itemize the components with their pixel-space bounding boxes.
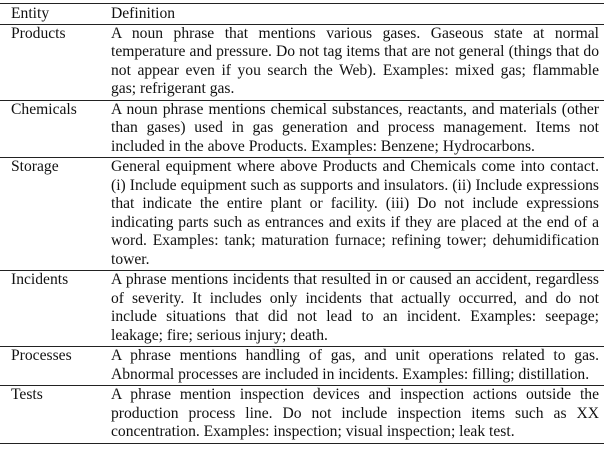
definition-cell: General equipment where above Products and Chemicals come into contact. (i) Include equipment such as supports and insulators. (ii) Include expressions that indicate the entire plant or facility. (iii) Do not include expressions indicating parts such as entrances and exits if they are placed at the end of a word. Examples: tank; maturation furnace; refining tower; dehumidification tower. [111, 158, 599, 268]
definition-cell: A phrase mentions handling of gas, and unit operations related to gas. Abnormal processes are included in incidents. Examples: filling; distillation. [111, 347, 599, 383]
table-row-tests [0, 386, 604, 444]
entity-definition-table [0, 3, 604, 444]
entity-cell: Storage [11, 158, 59, 175]
entity-cell: Chemicals [11, 100, 77, 118]
definition-cell: A phrase mention inspection devices and inspection actions outside the production process line. Do not include inspection items such as XX concentration. Examples: inspection; visual inspection; leak test. [111, 386, 599, 440]
header-definition: Definition [111, 5, 176, 22]
entity-cell: Tests [11, 386, 43, 403]
definition-cell: A phrase mentions incidents that resulted in or caused an accident, regardless of severity. It includes only incidents that actually occurred, and do not include situations that did not lead to an incident. Examples: seepage; leakage; fire; serious injury; death. [111, 271, 599, 344]
table-row-processes [0, 347, 604, 386]
table-header [0, 4, 604, 25]
table-row-incidents [0, 271, 604, 347]
entity-cell: Processes [11, 347, 72, 364]
table-row-storage [0, 158, 604, 271]
header-row [0, 4, 604, 25]
definition-cell: A noun phrase mentions chemical substances, reactants, and materials (other than gases) used in gas generation and process management. Items not included in the above Products. Examples: Benzene; Hydrocarbons. [111, 100, 599, 155]
header-entity: Entity [11, 5, 50, 22]
definition-cell: A noun phrase that mentions various gases. Gaseous state at normal temperature and pressure. Do not tag items that are not general (things that do not appear even if you search the Web). Examples: mixed gas; flammable gas; refrigerant gas. [111, 24, 599, 97]
table-row-products [0, 24, 604, 100]
table-body [0, 24, 604, 443]
table-row-chemicals [0, 100, 604, 158]
entity-cell: Products [11, 24, 66, 42]
entity-cell: Incidents [11, 271, 69, 288]
